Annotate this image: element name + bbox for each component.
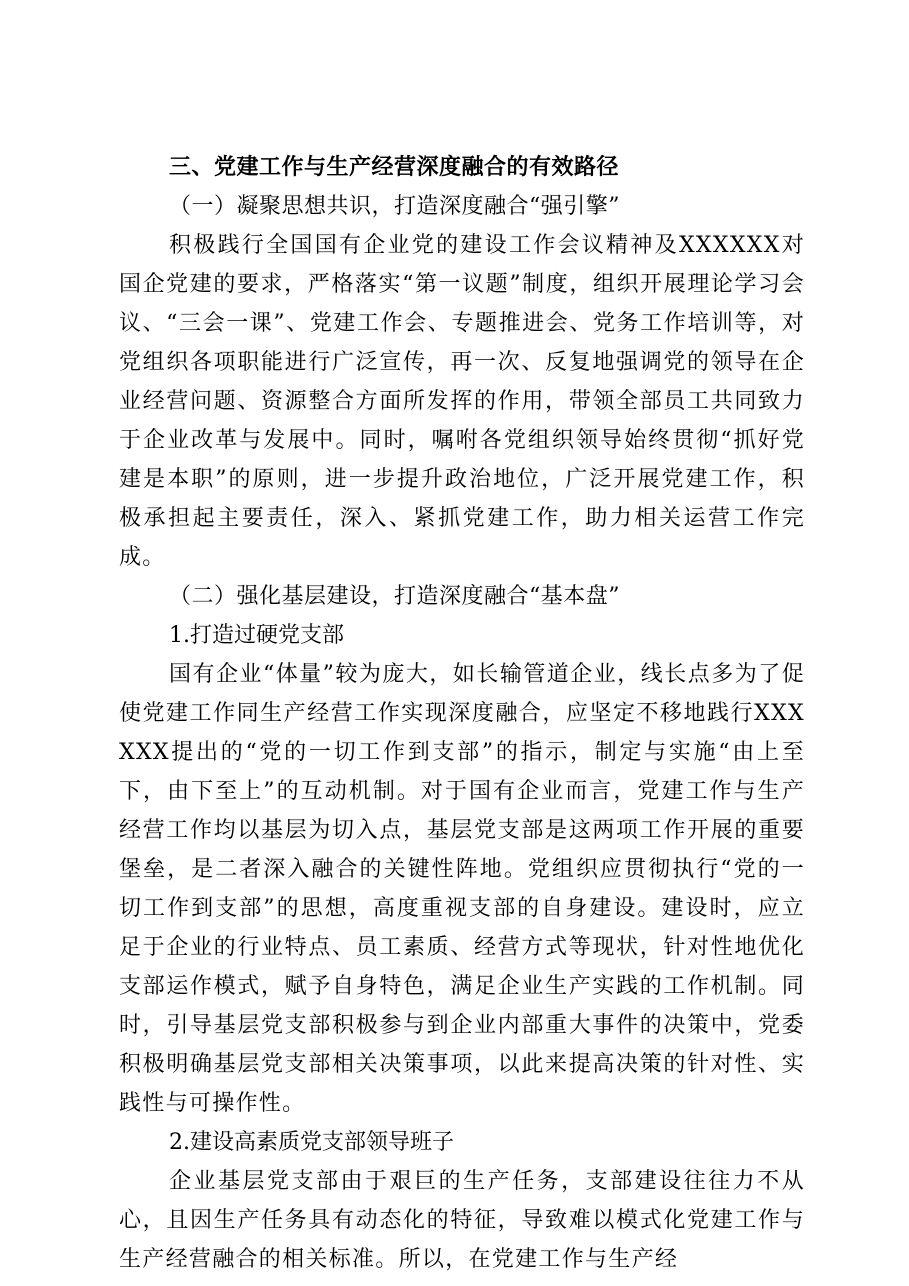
item-title-1: 1.打造过硬党支部 (169, 623, 344, 648)
item-title-2: 2.建设高素质党支部领导班子 (169, 1130, 454, 1155)
section-title: 三、党建工作与生产经营深度融合的有效路径 (169, 154, 620, 180)
subsection-title-2: （二）强化基层建设，打造深度融合“基本盘” (169, 584, 620, 609)
paragraph-2: 国有企业“体量”较为庞大，如长输管道企业，线长点多为了促使党建工作同生产经营工作实现深度融合，应坚定不移地践行XXXXXX提出的“党的一切工作到支部”的指示，制定与实施“由上至下，由下至上”的互动机制。对于国有企业而言，党建工作与生产经营工作均以基层为切入点，基层党支部是这两项工作开展的重要堡垒，是二者深入融合的关键性阵地。党组织应贯彻执行“党的一切工作到支部”的思想，高度重视支部的自身建设。建设时，应立足于企业的行业特点、员工素质、经营方式等现状，针对性地优化支部运作模式，赋予自身特色，满足企业生产实践的工作机制。同时，引导基层党支部积极参与到企业内部重大事件的决策中，党委积极明确基层党支部相关决策事项，以此来提高决策的针对性、实践性与可操作性。 (119, 662, 805, 1116)
paragraph-3: 企业基层党支部由于艰巨的生产任务，支部建设往往力不从心，且因生产任务具有动态化的特征，导致难以模式化党建工作与生产经营融合的相关标准。所以，在党建工作与生产经 (119, 1169, 805, 1272)
paragraph-1: 积极践行全国国有企业党的建设工作会议精神及XXXXXX对国企党建的要求，严格落实“第一议题”制度，组织开展理论学习会议、“三会一课”、党建工作会、专题推进会、党务工作培训等，对党组织各项职能进行广泛宣传，再一次、反复地强调党的领导在企业经营问题、资源整合方面所发挥的作用，带领全部员工共同致力于企业改革与发展中。同时，嘱咐各党组织领导始终贯彻“抓好党建是本职”的原则，进一步提升政治地位，广泛开展党建工作，积极承担起主要责任，深入、紧抓党建工作，助力相关运营工作完成。 (119, 233, 805, 570)
document-body (119, 148, 805, 1279)
subsection-title-1: （一）凝聚思想共识，打造深度融合“强引擎” (169, 194, 620, 219)
